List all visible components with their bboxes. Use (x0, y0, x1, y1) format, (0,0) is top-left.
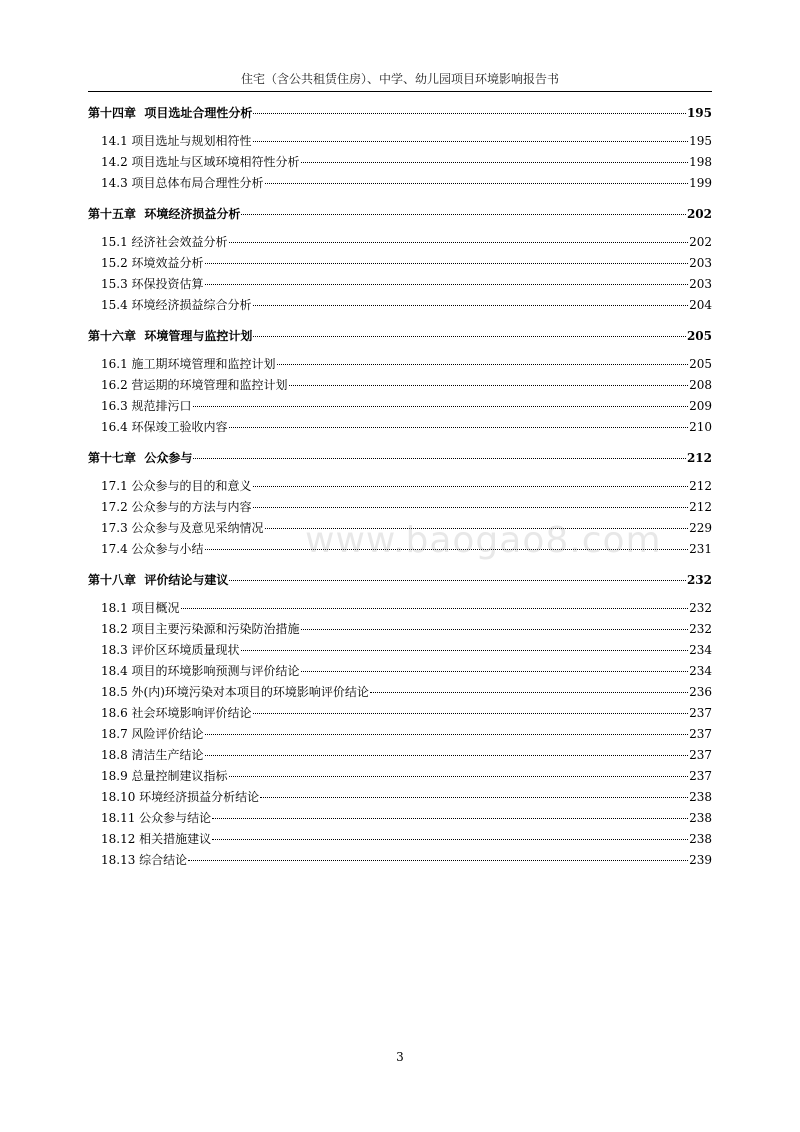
toc-page-number: 234 (689, 664, 712, 678)
toc-leader-dots (301, 659, 689, 672)
toc-page-number: 238 (689, 832, 712, 846)
toc-entry-title: 第十五章 环境经济损益分析 (88, 207, 241, 221)
toc-section-entry[interactable] (88, 375, 712, 396)
toc-section-entry[interactable] (88, 417, 712, 438)
toc-entry-title: 17.3 公众参与及意见采纳情况 (101, 521, 264, 535)
toc-page-number: 199 (689, 176, 712, 190)
toc-leader-dots (253, 101, 686, 114)
toc-leader-dots (253, 324, 686, 337)
toc-leader-dots (205, 537, 689, 550)
toc-section-entry[interactable] (88, 152, 712, 173)
toc-leader-dots (212, 806, 688, 819)
toc-leader-dots (205, 722, 689, 735)
toc-page-number: 195 (686, 106, 712, 120)
toc-leader-dots (229, 415, 689, 428)
toc-entry-title: 18.3 评价区环境质量现状 (101, 643, 240, 657)
toc-page-number: 204 (689, 298, 712, 312)
toc-chapter-entry[interactable] (88, 570, 712, 591)
toc-leader-dots (277, 352, 689, 365)
toc-entry-title: 14.2 项目选址与区域环境相符性分析 (101, 155, 300, 169)
page-number: 3 (396, 1050, 404, 1064)
toc-entry-title: 18.4 项目的环境影响预测与评价结论 (101, 664, 300, 678)
toc-chapter-entry[interactable] (88, 103, 712, 124)
toc-entry-title: 18.9 总量控制建议指标 (101, 769, 228, 783)
toc-page-number: 234 (689, 643, 712, 657)
toc-entry-title: 15.3 环保投资估算 (101, 277, 204, 291)
toc-leader-dots (301, 150, 689, 163)
toc-section-entry[interactable] (88, 518, 712, 539)
toc-entry-title: 18.7 风险评价结论 (101, 727, 204, 741)
toc-entry-title: 第十六章 环境管理与监控计划 (88, 329, 253, 343)
toc-section-entry[interactable] (88, 295, 712, 316)
toc-leader-dots (253, 293, 689, 306)
toc-entry-title: 17.2 公众参与的方法与内容 (101, 500, 252, 514)
toc-section-entry[interactable] (88, 476, 712, 497)
toc-leader-dots (265, 516, 689, 529)
toc-section-entry[interactable] (88, 808, 712, 829)
toc-section-entry[interactable] (88, 724, 712, 745)
toc-page-number: 231 (689, 542, 712, 556)
toc-entry-title: 第十七章 公众参与 (88, 451, 193, 465)
toc-page-number: 237 (689, 748, 712, 762)
toc-leader-dots (205, 272, 689, 285)
toc-leader-dots (229, 230, 689, 243)
toc-leader-dots (229, 764, 689, 777)
toc-section-entry[interactable] (88, 703, 712, 724)
toc-entry-title: 16.4 环保竣工验收内容 (101, 420, 228, 434)
toc-entry-title: 18.10 环境经济损益分析结论 (101, 790, 260, 804)
toc-page-number: 212 (689, 479, 712, 493)
toc-page-number: 232 (689, 601, 712, 615)
toc-entry-title: 18.5 外(内)环境污染对本项目的环境影响评价结论 (101, 685, 369, 699)
toc-entry-title: 17.4 公众参与小结 (101, 542, 204, 556)
toc-section-entry[interactable] (88, 232, 712, 253)
toc-section-entry[interactable] (88, 173, 712, 194)
watermark: www.baogao8.com (305, 520, 662, 561)
toc-page-number: 237 (689, 706, 712, 720)
header-rule (88, 91, 712, 92)
toc-page-number: 236 (689, 685, 712, 699)
toc-leader-dots (301, 617, 689, 630)
toc-section-entry[interactable] (88, 598, 712, 619)
toc-page-number: 212 (686, 451, 712, 465)
toc-section-entry[interactable] (88, 497, 712, 518)
toc-leader-dots (193, 446, 686, 459)
toc-entry-title: 18.6 社会环境影响评价结论 (101, 706, 252, 720)
toc-section-entry[interactable] (88, 274, 712, 295)
toc-entry-title: 18.2 项目主要污染源和污染防治措施 (101, 622, 300, 636)
toc-entry-title: 14.1 项目选址与规划相符性 (101, 134, 252, 148)
toc-section-entry[interactable] (88, 619, 712, 640)
toc-entry-title: 15.1 经济社会效益分析 (101, 235, 228, 249)
toc-entry-title: 18.1 项目概况 (101, 601, 180, 615)
toc-page-number: 232 (689, 622, 712, 636)
toc-section-entry[interactable] (88, 396, 712, 417)
toc-entry-title: 18.8 清洁生产结论 (101, 748, 204, 762)
toc-page-number: 210 (689, 420, 712, 434)
toc-chapter-entry[interactable] (88, 326, 712, 347)
toc-chapter-entry[interactable] (88, 204, 712, 225)
toc-leader-dots (181, 596, 689, 609)
toc-entry-title: 16.2 营运期的环境管理和监控计划 (101, 378, 288, 392)
toc-page-number: 232 (686, 573, 712, 587)
toc-entry-title: 17.1 公众参与的目的和意义 (101, 479, 252, 493)
toc-page-number: 202 (686, 207, 712, 221)
toc-leader-dots (241, 202, 686, 215)
toc-page-number: 212 (689, 500, 712, 514)
toc-page-number: 205 (689, 357, 712, 371)
toc-section-entry[interactable] (88, 829, 712, 850)
toc-page-number: 238 (689, 790, 712, 804)
toc-leader-dots (260, 785, 688, 798)
toc-entry-title: 16.1 施工期环境管理和监控计划 (101, 357, 276, 371)
toc-section-entry[interactable] (88, 640, 712, 661)
toc-leader-dots (241, 638, 689, 651)
toc-page-number: 205 (686, 329, 712, 343)
toc-leader-dots (253, 129, 689, 142)
toc-section-entry[interactable] (88, 787, 712, 808)
toc-page-number: 239 (689, 853, 712, 867)
toc-entry-title: 15.4 环境经济损益综合分析 (101, 298, 252, 312)
toc-leader-dots (289, 373, 689, 386)
toc-page-number: 198 (689, 155, 712, 169)
toc-leader-dots (253, 701, 689, 714)
toc-section-entry[interactable] (88, 354, 712, 375)
toc-leader-dots (205, 251, 689, 264)
toc-leader-dots (229, 568, 686, 581)
toc-leader-dots (193, 394, 689, 407)
toc-section-entry[interactable] (88, 766, 712, 787)
toc-leader-dots (253, 474, 689, 487)
toc-section-entry[interactable] (88, 131, 712, 152)
toc-leader-dots (370, 680, 688, 693)
toc-page-number: 202 (689, 235, 712, 249)
toc-entry-title: 18.13 综合结论 (101, 853, 188, 867)
toc-leader-dots (253, 495, 689, 508)
toc-page-number: 237 (689, 769, 712, 783)
toc-page-number: 203 (689, 277, 712, 291)
toc-page-number: 238 (689, 811, 712, 825)
toc-page-number: 203 (689, 256, 712, 270)
toc-leader-dots (212, 827, 688, 840)
toc-entry-title: 第十四章 项目选址合理性分析 (88, 106, 253, 120)
toc-entry-title: 第十八章 评价结论与建议 (88, 573, 229, 587)
toc-entry-title: 14.3 项目总体布局合理性分析 (101, 176, 264, 190)
toc-page-number: 229 (689, 521, 712, 535)
toc-entry-title: 16.3 规范排污口 (101, 399, 192, 413)
toc-entry-title: 18.12 相关措施建议 (101, 832, 212, 846)
toc-page-number: 209 (689, 399, 712, 413)
running-header: 住宅（含公共租赁住房）、中学、幼儿园项目环境影响报告书 (240, 72, 559, 86)
toc-section-entry[interactable] (88, 745, 712, 766)
toc-leader-dots (205, 743, 689, 756)
toc-leader-dots (188, 848, 688, 861)
toc-section-entry[interactable] (88, 850, 712, 871)
toc-entry-title: 15.2 环境效益分析 (101, 256, 204, 270)
toc-entry-title: 18.11 公众参与结论 (101, 811, 212, 825)
toc-section-entry[interactable] (88, 682, 712, 703)
toc-section-entry[interactable] (88, 539, 712, 560)
toc-chapter-entry[interactable] (88, 448, 712, 469)
table-of-contents (88, 103, 712, 871)
toc-leader-dots (265, 171, 689, 184)
toc-page-number: 195 (689, 134, 712, 148)
toc-section-entry[interactable] (88, 253, 712, 274)
toc-section-entry[interactable] (88, 661, 712, 682)
toc-page-number: 208 (689, 378, 712, 392)
toc-page-number: 237 (689, 727, 712, 741)
